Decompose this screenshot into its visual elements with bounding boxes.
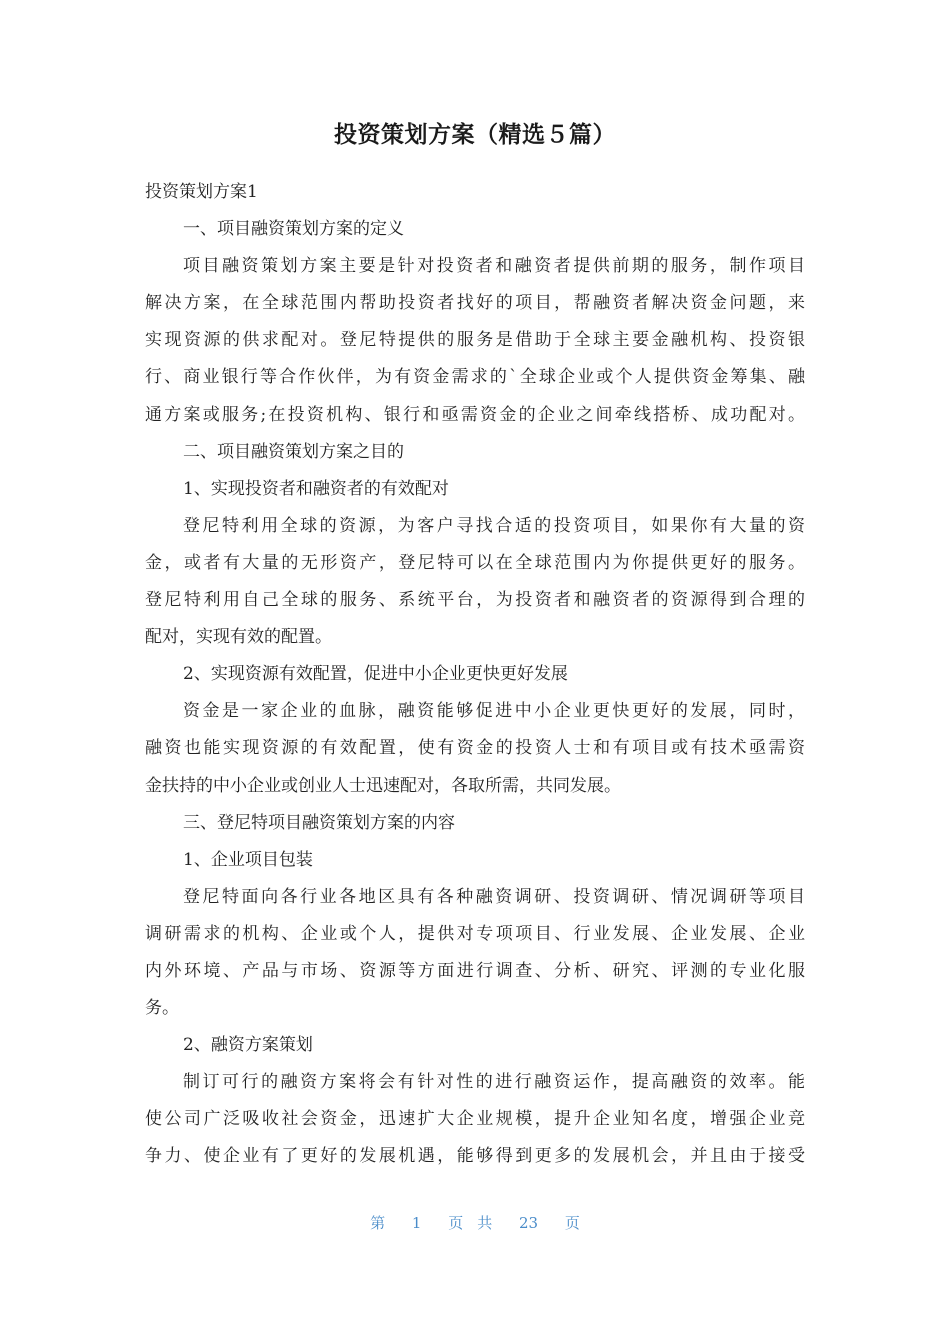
text-line: 融资也能实现资源的有效配置，使有资金的投资人士和有项目或有技术亟需资 — [145, 738, 805, 759]
text-line: 1、实现投资者和融资者的有效配对 — [183, 478, 449, 499]
document-title: 投资策划方案（精选５篇） — [334, 122, 616, 148]
text-line: 三、登尼特项目融资策划方案的内容 — [183, 812, 455, 833]
text-line: 2、融资方案策划 — [183, 1035, 313, 1056]
text-line: 调研需求的机构、企业或个人，提供对专项项目、行业发展、企业发展、企业 — [145, 923, 805, 944]
text-line: 投资策划方案1 — [145, 182, 258, 202]
text-line: 二、项目融资策划方案之目的 — [183, 441, 404, 462]
footer-total-prefix: 共 — [477, 1214, 493, 1232]
text-line: 解决方案，在全球范围内帮助投资者找好的项目，帮融资者解决资金问题，来 — [145, 293, 805, 314]
text-line: 实现资源的供求配对。登尼特提供的服务是借助于全球主要金融机构、投资银 — [145, 330, 805, 351]
text-line: 使公司广泛吸收社会资金，迅速扩大企业规模，提升企业知名度，增强企业竞 — [145, 1109, 805, 1130]
footer-page-word-2: 页 — [564, 1214, 580, 1232]
text-line: 制订可行的融资方案将会有针对性的进行融资运作，提高融资的效率。能 — [183, 1072, 805, 1093]
text-line: 项目融资策划方案主要是针对投资者和融资者提供前期的服务，制作项目 — [183, 256, 805, 277]
text-line: 登尼特利用全球的资源，为客户寻找合适的投资项目，如果你有大量的资 — [183, 515, 805, 536]
footer-page-word: 页 — [448, 1214, 464, 1232]
text-line: 行、商业银行等合作伙伴，为有资金需求的`全球企业或个人提供资金筹集、融 — [145, 367, 805, 388]
text-line: 金扶持的中小企业或创业人士迅速配对，各取所需，共同发展。 — [145, 775, 621, 796]
page-footer — [0, 1212, 950, 1233]
text-line: 2、实现资源有效配置，促进中小企业更快更好发展 — [183, 664, 568, 685]
footer-total-pages: 23 — [519, 1214, 539, 1232]
document-body — [145, 174, 805, 1176]
text-line: 争力、使企业有了更好的发展机遇，能够得到更多的发展机会，并且由于接受 — [145, 1146, 805, 1167]
text-line: 内外环境、产品与市场、资源等方面进行调查、分析、研究、评测的专业化服 — [145, 960, 805, 981]
footer-current-page: 1 — [411, 1214, 422, 1232]
text-line: 资金是一家企业的血脉，融资能够促进中小企业更快更好的发展，同时， — [183, 701, 805, 722]
text-line: 1、企业项目包装 — [183, 849, 313, 870]
text-line: 一、项目融资策划方案的定义 — [183, 219, 404, 240]
text-line: 登尼特利用自己全球的服务、系统平台，为投资者和融资者的资源得到合理的 — [145, 590, 805, 611]
text-line: 金，或者有大量的无形资产，登尼特可以在全球范围内为你提供更好的服务。 — [145, 552, 805, 573]
text-line: 务。 — [145, 998, 179, 1019]
text-line: 登尼特面向各行业各地区具有各种融资调研、投资调研、情况调研等项目 — [183, 886, 805, 907]
text-line: 通方案或服务;在投资机构、银行和亟需资金的企业之间牵线搭桥、成功配对。 — [145, 404, 805, 425]
text-line: 配对，实现有效的配置。 — [145, 627, 332, 648]
footer-page-prefix: 第 — [370, 1214, 386, 1232]
